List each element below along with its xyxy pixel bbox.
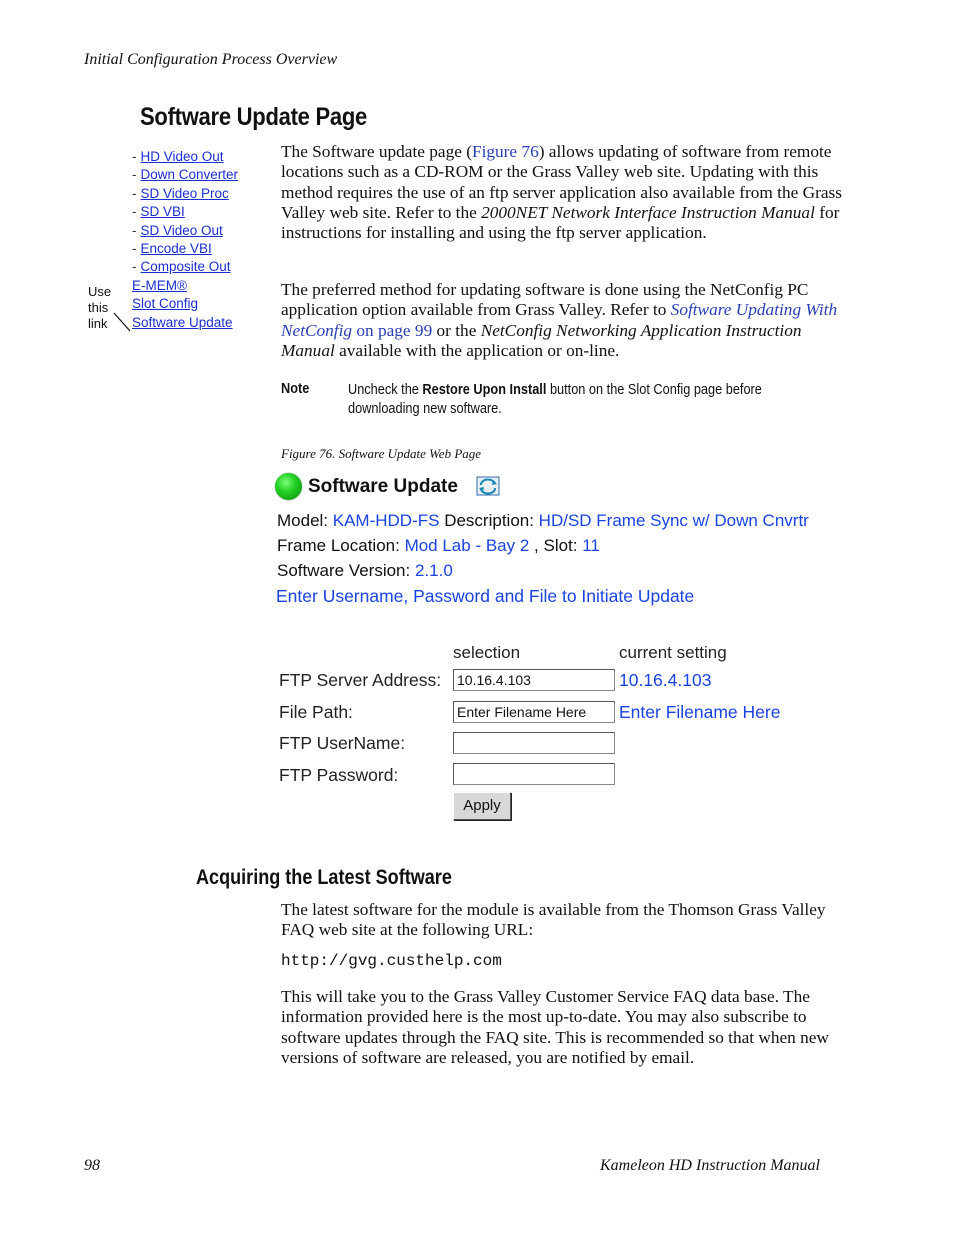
nav-item-hd-video-out[interactable]: - HD Video Out — [132, 149, 224, 164]
nav-item-sd-video-out[interactable]: - SD Video Out — [132, 222, 223, 238]
nav-link[interactable]: SD Video Proc — [140, 185, 229, 201]
nav-link[interactable]: SD Video Out — [140, 222, 223, 238]
description-value: HD/SD Frame Sync w/ Down Cnvrtr — [538, 511, 809, 530]
paragraph-latest-software: The latest software for the module is available from the Thomson Grass Valley FAQ web site at the following URL: — [281, 900, 826, 940]
nav-link[interactable]: Encode VBI — [140, 240, 212, 256]
nav-item-sd-vbi[interactable]: - SD VBI — [132, 204, 185, 220]
paragraph-intro: The Software update page (Figure 76) allows updating of software from remote locations such as a CD-ROM or the Grass Valley web site. Updating with this method requires the use of an ftp server application also available from the Grass Valley web site. Refer to the 2000NET Network Interface Instruction Manual for instructions for installing and using the ftp server application. — [281, 142, 842, 243]
column-header-selection: selection — [453, 643, 521, 662]
ftp-username-label: FTP UserName: — [279, 733, 406, 753]
nav-item-e-mem[interactable] — [132, 277, 238, 295]
note-label: Note — [281, 380, 310, 397]
file-path-label: File Path: — [279, 702, 353, 722]
ftp-username-input[interactable] — [453, 732, 615, 754]
section-title: Software Update Page — [140, 103, 367, 131]
page-number: 98 — [84, 1157, 100, 1174]
manual-title: Kameleon HD Instruction Manual — [600, 1157, 820, 1174]
file-path-current: Enter Filename Here — [619, 702, 781, 722]
nav-link[interactable]: E-MEM® — [132, 277, 187, 293]
paragraph-faq: This will take you to the Grass Valley Customer Service FAQ data base. The information provided here is the most up-to-date. You may also subscribe to software updates through the FAQ site. This is recommended so that when new versions of software are released, you are notified by email. — [281, 987, 829, 1067]
nav-link[interactable]: Software Update — [132, 314, 233, 330]
nav-link[interactable]: SD VBI — [140, 204, 185, 220]
slot-value: 11 — [582, 536, 600, 555]
frame-value: Mod Lab - Bay 2 — [404, 536, 530, 555]
frame-location-line: Frame Location: Mod Lab - Bay 2 , Slot: 11 — [277, 536, 600, 555]
model-value: KAM-HDD-FS — [332, 511, 440, 530]
nav-link[interactable]: Slot Config — [132, 296, 199, 312]
ftp-server-label: FTP Server Address: — [279, 670, 442, 690]
side-nav — [132, 148, 238, 332]
nav-item-slot-config[interactable] — [132, 295, 238, 313]
refresh-icon[interactable] — [476, 476, 500, 496]
faq-url[interactable]: http://gvg.custhelp.com — [281, 952, 502, 970]
ftp-server-current: 10.16.4.103 — [619, 670, 712, 690]
paragraph-netconfig: The preferred method for updating software is done using the NetConfig PC application option available from Grass Valley. Refer to Software Updating With NetConfig on page 99 or the NetConfig Networking Application Instruction Manual available with the application or on-line. — [281, 280, 838, 360]
note-text: Uncheck the Restore Upon Install button on the Slot Config page before downloading new software. — [348, 381, 762, 417]
ftp-password-label: FTP Password: — [279, 765, 399, 785]
figure-title: Software Update — [308, 476, 458, 497]
nav-item-sd-video-proc[interactable]: - SD Video Proc — [132, 185, 229, 201]
figure-link[interactable]: Figure 76 — [471, 142, 539, 161]
xref-link[interactable]: Software Updating With NetConfig — [281, 300, 838, 340]
nav-item-software-update[interactable] — [132, 314, 238, 332]
figure-caption: Figure 76. Software Update Web Page — [281, 446, 482, 461]
instruction-line: Enter Username, Password and File to Initiate Update — [276, 586, 695, 606]
nav-link[interactable]: HD Video Out — [140, 149, 224, 164]
nav-item-encode-vbi[interactable]: - Encode VBI — [132, 240, 212, 256]
nav-item-down-converter[interactable]: - Down Converter — [132, 167, 239, 183]
column-header-current: current setting — [619, 643, 727, 662]
software-version-value: 2.1.0 — [414, 561, 453, 580]
status-led-icon — [275, 473, 302, 500]
page-link[interactable]: on page 99 — [352, 320, 433, 340]
model-line: Model: KAM-HDD-FS Description: HD/SD Frame Sync w/ Down Cnvrtr — [277, 511, 809, 530]
subsection-title: Acquiring the Latest Software — [196, 866, 452, 889]
ftp-password-input[interactable] — [453, 763, 615, 785]
callout-leader-line — [112, 310, 134, 334]
running-header: Initial Configuration Process Overview — [84, 51, 338, 68]
apply-button[interactable]: Apply — [453, 792, 511, 820]
file-path-input[interactable]: Enter Filename Here — [453, 701, 615, 723]
callout-text: Use this link — [88, 284, 112, 331]
software-version-line: Software Version: 2.1.0 — [277, 561, 453, 580]
nav-item-composite-out[interactable]: - Composite Out — [132, 259, 231, 275]
nav-link[interactable]: Composite Out — [140, 259, 231, 275]
nav-link[interactable]: Down Converter — [140, 167, 239, 183]
ftp-server-input[interactable]: 10.16.4.103 — [453, 669, 615, 691]
